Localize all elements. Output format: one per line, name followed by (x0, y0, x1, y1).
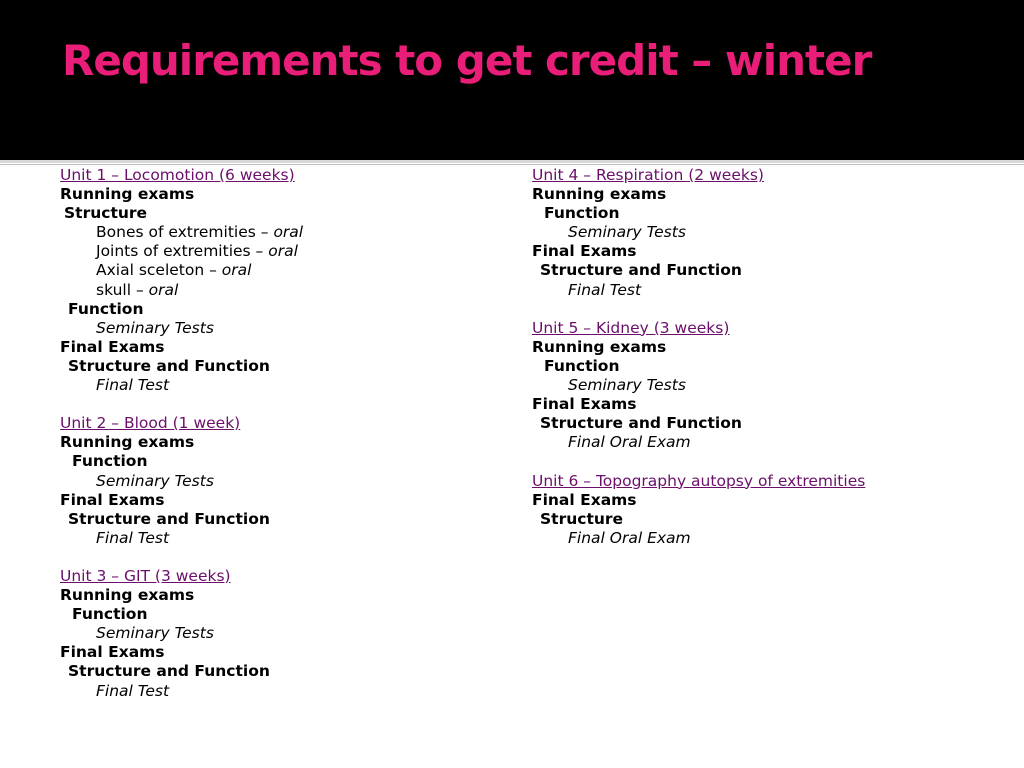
exam-type (60, 319, 303, 338)
exam-type-text: Seminary Tests (96, 471, 214, 490)
section-label (532, 242, 865, 261)
spacer-line (60, 548, 303, 567)
section-label (60, 491, 303, 510)
exam-type (60, 682, 303, 701)
exam-type-text: Final Test (568, 280, 642, 299)
section-label-text: Final Exams (532, 242, 637, 261)
exam-type (60, 376, 303, 395)
section-label-text: Structure and Function (68, 356, 270, 375)
exam-type-text: Final Test (96, 528, 170, 547)
unit-heading-link[interactable] (532, 319, 865, 338)
section-label (60, 185, 303, 204)
exam-type (532, 433, 865, 452)
exam-type (532, 376, 865, 395)
section-label-text: Final Exams (60, 490, 165, 509)
section-label-text: Structure and Function (540, 414, 742, 433)
section-label-text: Running exams (60, 586, 195, 605)
unit-heading-link-text[interactable]: Unit 5 – Kidney (3 weeks) (532, 318, 730, 337)
exam-type-text: Seminary Tests (96, 624, 214, 643)
unit-heading-link[interactable] (532, 472, 865, 491)
section-label (532, 261, 865, 280)
exam-form: oral (268, 242, 298, 261)
exam-type (532, 281, 865, 300)
topic-item (60, 281, 303, 300)
topic-item-text: Joints of extremities – (96, 242, 269, 261)
section-label (532, 338, 865, 357)
exam-type-text: Seminary Tests (568, 223, 686, 242)
exam-type-text: Final Test (96, 681, 170, 700)
section-label (60, 662, 303, 681)
exam-type (60, 529, 303, 548)
section-label-text: Structure (540, 509, 624, 528)
topic-item-text: skull – (96, 280, 149, 299)
unit-heading-link-text[interactable]: Unit 6 – Topography autopsy of extremities (532, 471, 866, 490)
section-label-text: Running exams (60, 433, 195, 452)
section-label (60, 357, 303, 376)
section-label (60, 452, 303, 471)
header-divider (0, 160, 1024, 163)
section-label (532, 395, 865, 414)
section-label (60, 204, 303, 223)
unit-heading-link[interactable] (60, 166, 303, 185)
section-label (60, 605, 303, 624)
section-label (60, 338, 303, 357)
section-label-text: Running exams (532, 185, 667, 204)
spacer-line (60, 395, 303, 414)
section-label (532, 510, 865, 529)
topic-item (60, 223, 303, 242)
unit-heading-link[interactable] (60, 567, 303, 586)
section-label (60, 510, 303, 529)
section-label-text: Structure and Function (68, 662, 270, 681)
section-label (60, 586, 303, 605)
exam-type-text: Seminary Tests (96, 318, 214, 337)
unit-heading-link[interactable] (60, 414, 303, 433)
topic-item-text: Bones of extremities – (96, 223, 274, 242)
section-label-text: Structure and Function (68, 509, 270, 528)
spacer-line (532, 452, 865, 471)
exam-type-text: Final Oral Exam (568, 528, 691, 547)
unit-heading-link-text[interactable]: Unit 3 – GIT (3 weeks) (60, 566, 231, 585)
topic-item (60, 242, 303, 261)
topic-item-text: Axial sceleton – (96, 261, 222, 280)
exam-type (60, 624, 303, 643)
section-label-text: Function (72, 452, 148, 471)
section-label-text: Final Exams (532, 395, 637, 414)
exam-form: oral (148, 280, 179, 299)
section-label-text: Final Exams (532, 490, 637, 509)
unit-heading-link-text[interactable]: Unit 1 – Locomotion (6 weeks) (60, 166, 295, 184)
topic-item (60, 261, 303, 280)
section-label-text: Running exams (532, 337, 667, 356)
left-column (60, 166, 303, 701)
section-label-text: Function (68, 299, 144, 318)
section-label-text: Final Exams (60, 337, 165, 356)
unit-heading-link[interactable] (532, 166, 865, 185)
unit-heading-link-text[interactable]: Unit 2 – Blood (1 week) (60, 414, 241, 433)
section-label-text: Function (544, 204, 620, 223)
section-label (532, 357, 865, 376)
unit-heading-link-text[interactable]: Unit 4 – Respiration (2 weeks) (532, 166, 764, 184)
section-label (532, 414, 865, 433)
section-label (60, 300, 303, 319)
section-label (532, 491, 865, 510)
right-column (532, 166, 865, 548)
exam-form: oral (221, 261, 252, 280)
exam-type-text: Final Test (96, 376, 170, 395)
section-label-text: Running exams (60, 185, 195, 204)
section-label-text: Final Exams (60, 643, 165, 662)
exam-form: oral (273, 223, 304, 242)
exam-type-text: Seminary Tests (568, 376, 686, 395)
section-label-text: Function (544, 356, 620, 375)
spacer-line (532, 300, 865, 319)
section-label (532, 185, 865, 204)
exam-type (532, 223, 865, 242)
exam-type (532, 529, 865, 548)
header-divider-thin (0, 164, 1024, 165)
section-label-text: Structure (64, 204, 148, 223)
exam-type-text: Final Oral Exam (568, 433, 691, 452)
slide-title: Requirements to get credit – winter (62, 36, 872, 85)
section-label-text: Function (72, 605, 148, 624)
section-label (532, 204, 865, 223)
section-label (60, 643, 303, 662)
exam-type (60, 472, 303, 491)
section-label (60, 433, 303, 452)
section-label-text: Structure and Function (540, 261, 742, 280)
title-banner (0, 0, 1024, 160)
